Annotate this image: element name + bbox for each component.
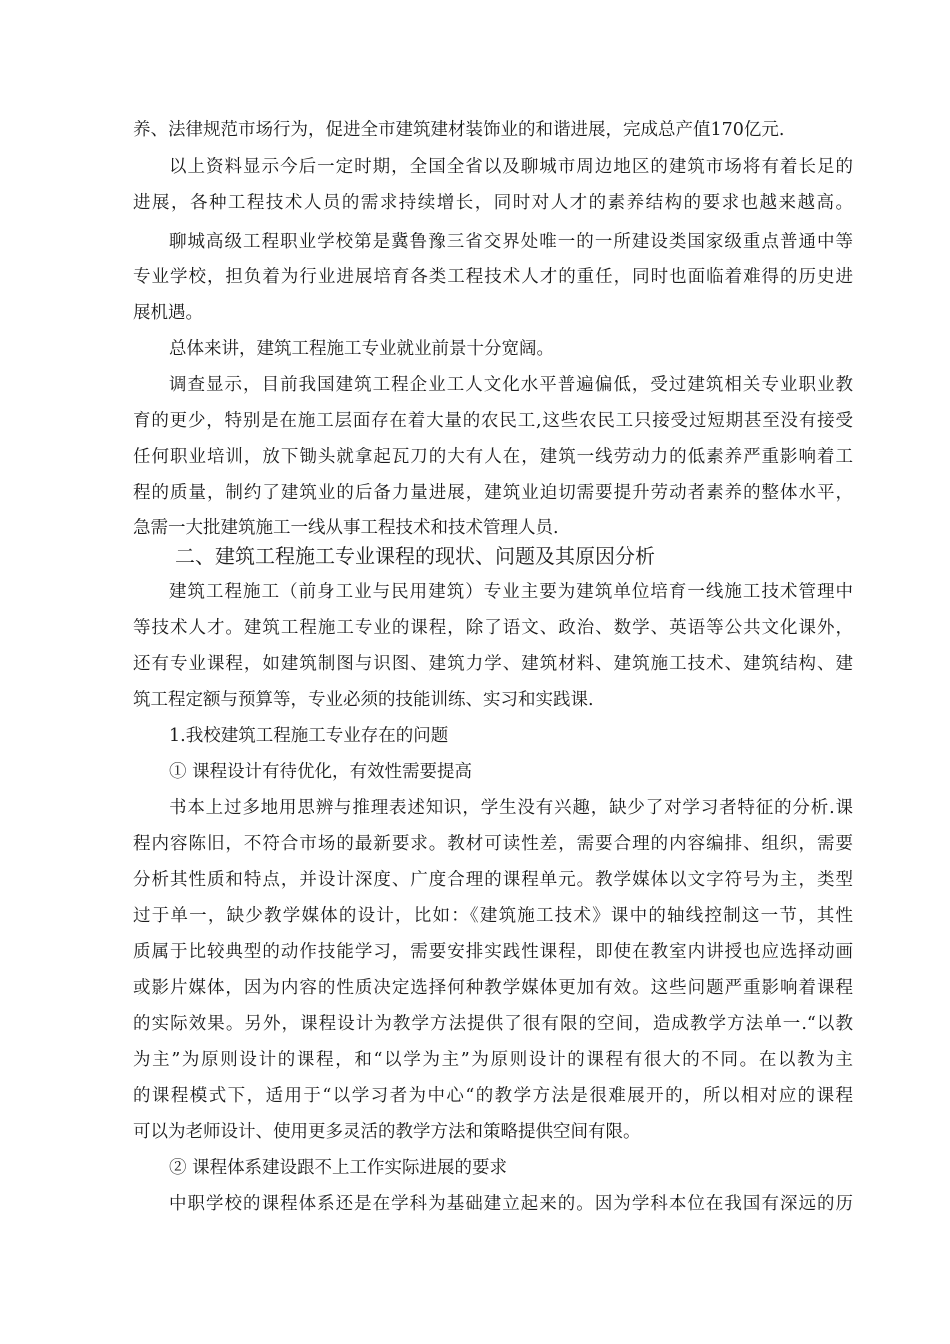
paragraph-line: 以上资料显示今后一定时期，全国全省以及聊城市周边地区的建筑市场将有着长足的 [169, 157, 853, 177]
paragraph-line: 任何职业培训，放下锄头就拿起瓦刀的大有人在，建筑一线劳动力的低素养严重影响着工 [133, 447, 853, 467]
paragraph-line: 书本上过多地用思辨与推理表述知识，学生没有兴趣，缺少了对学习者特征的分析.课 [169, 798, 853, 818]
paragraph-line: 中职学校的课程体系还是在学科为基础建立起来的。因为学科本位在我国有深远的历 [169, 1194, 853, 1214]
paragraph-line: 育的更少，特别是在施工层面存在着大量的农民工,这些农民工只接受过短期甚至没有接受 [133, 411, 853, 431]
paragraph-line: 过于单一，缺少教学媒体的设计，比如：《建筑施工技术》课中的轴线控制这一节，其性 [133, 906, 853, 926]
paragraph-line: 养、法律规范市场行为，促进全市建筑建材装饰业的和谐进展，完成总产值170亿元. [133, 120, 785, 140]
subheading: ② 课程体系建设跟不上工作实际进展的要求 [169, 1158, 508, 1178]
paragraph-line: 质属于比较典型的动作技能学习，需要安排实践性课程，即使在教室内讲授也应选择动画 [133, 942, 853, 962]
subheading: ① 课程设计有待优化，有效性需要提高 [169, 762, 473, 782]
paragraph-line: 急需一大批建筑施工一线从事工程技术和技术管理人员. [133, 518, 559, 538]
paragraph-line: 等技术人才。建筑工程施工专业的课程，除了语文、政治、数学、英语等公共文化课外， [133, 618, 853, 638]
paragraph-line: 的实际效果。另外，课程设计为教学方法提供了很有限的空间，造成教学方法单一.“以教 [133, 1014, 853, 1034]
paragraph-line: 可以为老师设计、使用更多灵活的教学方法和策略提供空间有限。 [133, 1122, 641, 1142]
paragraph-line: 程的质量，制约了建筑业的后备力量进展，建筑业迫切需要提升劳动者素养的整体水平， [133, 483, 853, 503]
paragraph-line: 筑工程定额与预算等，专业必须的技能训练、实习和实践课. [133, 690, 594, 710]
paragraph-line: 专业学校，担负着为行业进展培育各类工程技术人才的重任，同时也面临着难得的历史进 [133, 267, 853, 287]
paragraph-line: 或影片媒体，因为内容的性质决定选择何种教学媒体更加有效。这些问题严重影响着课程 [133, 978, 853, 998]
paragraph-line: 展机遇。 [133, 303, 203, 323]
paragraph-line: 程内容陈旧，不符合市场的最新要求。教材可读性差，需要合理的内容编排、组织，需要 [133, 834, 853, 854]
paragraph-line: 分析其性质和特点，并设计深度、广度合理的课程单元。教学媒体以文字符号为主，类型 [133, 870, 853, 890]
paragraph-line: 进展，各种工程技术人员的需求持续增长，同时对人才的素养结构的要求也越来越高。 [133, 193, 853, 213]
subheading: 1.我校建筑工程施工专业存在的问题 [169, 726, 449, 746]
paragraph-line: 总体来讲，建筑工程施工专业就业前景十分宽阔。 [169, 339, 554, 359]
section-heading: 二、建筑工程施工专业课程的现状、问题及其原因分析 [175, 544, 655, 568]
paragraph-line: 建筑工程施工（前身工业与民用建筑）专业主要为建筑单位培育一线施工技术管理中 [169, 582, 853, 602]
paragraph-line: 的课程模式下，适用于“以学习者为中心“的教学方法是很难展开的，所以相对应的课程 [133, 1086, 853, 1106]
paragraph-line: 为主”为原则设计的课程，和“以学为主”为原则设计的课程有很大的不同。在以教为主 [133, 1050, 853, 1070]
paragraph-line: 调查显示，目前我国建筑工程企业工人文化水平普遍偏低，受过建筑相关专业职业教 [169, 375, 853, 395]
paragraph-line: 还有专业课程，如建筑制图与识图、建筑力学、建筑材料、建筑施工技术、建筑结构、建 [133, 654, 853, 674]
paragraph-line: 聊城高级工程职业学校第是冀鲁豫三省交界处唯一的一所建设类国家级重点普通中等 [169, 232, 853, 252]
